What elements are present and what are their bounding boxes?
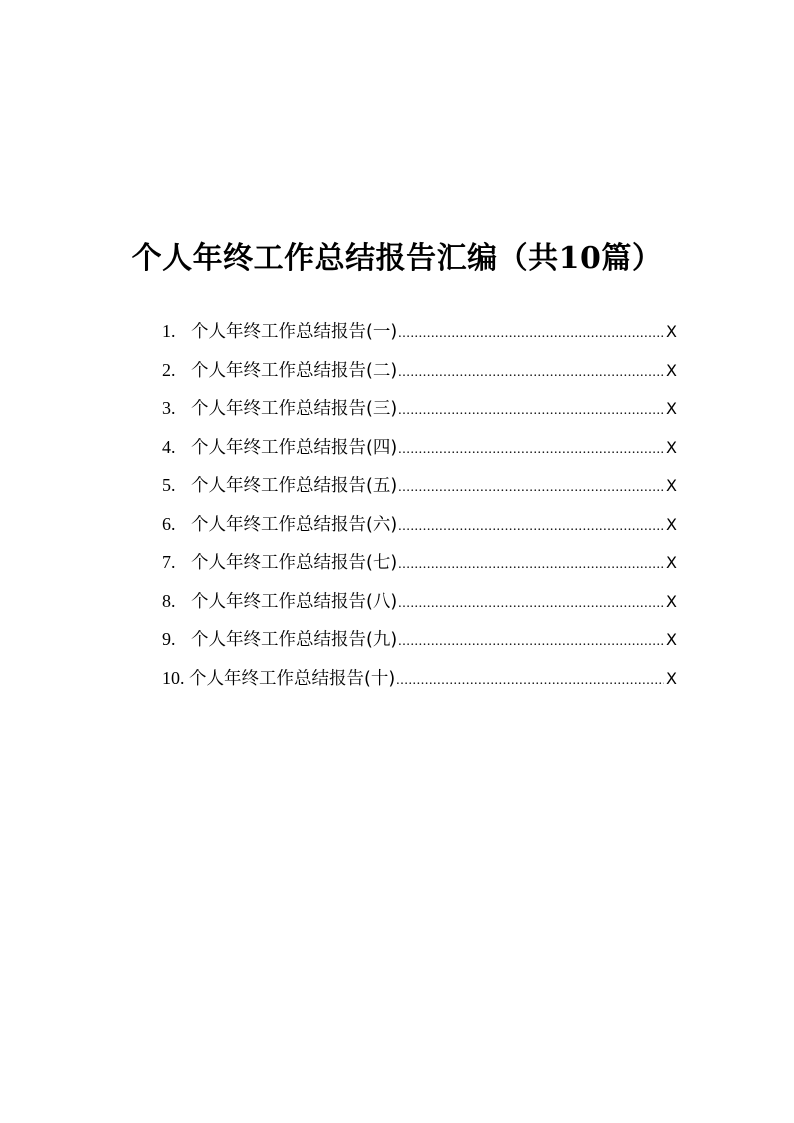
toc-entry-title: 个人年终工作总结报告(十) <box>189 668 396 689</box>
toc-entry-7[interactable] <box>162 547 677 586</box>
toc-dot-leader <box>398 435 664 465</box>
toc-dot-leader <box>398 627 664 657</box>
toc-entry-9[interactable] <box>162 624 677 663</box>
toc-entry-10[interactable] <box>162 663 677 702</box>
toc-entry-title: 个人年终工作总结报告(二) <box>191 360 398 381</box>
table-of-contents <box>162 316 677 701</box>
toc-entry-page: X <box>666 630 677 649</box>
toc-entry-page: X <box>666 514 677 534</box>
toc-entry-4[interactable] <box>162 432 677 471</box>
toc-entry-title: 个人年终工作总结报告(一) <box>191 322 398 342</box>
toc-dot-leader <box>398 589 664 619</box>
toc-entry-8[interactable] <box>162 586 677 625</box>
toc-dot-leader <box>398 473 664 503</box>
toc-entry-page: X <box>666 360 677 380</box>
toc-dot-leader <box>398 319 664 349</box>
toc-entry-page: X <box>666 437 677 457</box>
toc-entry-title: 个人年终工作总结报告(四) <box>191 437 398 458</box>
toc-entry-page: X <box>666 399 677 418</box>
toc-dot-leader <box>396 666 664 696</box>
toc-entry-page: X <box>666 553 677 572</box>
toc-entry-title: 个人年终工作总结报告(七) <box>191 553 398 573</box>
toc-entry-title: 个人年终工作总结报告(六) <box>191 514 398 535</box>
toc-entry-number: 3. <box>162 398 176 418</box>
toc-entry-3[interactable] <box>162 393 677 432</box>
toc-entry-5[interactable] <box>162 470 677 509</box>
toc-entry-6[interactable] <box>162 509 677 548</box>
toc-entry-number: 10. <box>162 667 185 688</box>
toc-entry-page: X <box>666 476 677 495</box>
toc-entry-page: X <box>666 668 677 688</box>
toc-dot-leader <box>398 358 664 388</box>
document-title: 个人年终工作总结报告汇编（共10篇） <box>131 241 663 277</box>
toc-entry-number: 9. <box>162 629 176 649</box>
toc-entry-1[interactable] <box>162 316 677 355</box>
toc-entry-page: X <box>666 322 677 341</box>
toc-entry-title: 个人年终工作总结报告(五) <box>191 476 398 496</box>
toc-entry-number: 1. <box>162 321 176 341</box>
toc-entry-2[interactable] <box>162 355 677 394</box>
toc-entry-number: 4. <box>162 436 176 457</box>
toc-entry-number: 8. <box>162 590 176 611</box>
toc-entry-title: 个人年终工作总结报告(三) <box>191 399 398 419</box>
toc-entry-number: 2. <box>162 359 176 380</box>
toc-entry-title: 个人年终工作总结报告(九) <box>191 630 398 650</box>
toc-entry-number: 6. <box>162 513 176 534</box>
toc-dot-leader <box>398 512 664 542</box>
toc-entry-page: X <box>666 591 677 611</box>
toc-entry-number: 7. <box>162 552 176 572</box>
toc-entry-number: 5. <box>162 475 176 495</box>
toc-dot-leader <box>398 396 664 426</box>
toc-entry-title: 个人年终工作总结报告(八) <box>191 591 398 612</box>
toc-dot-leader <box>398 550 664 580</box>
